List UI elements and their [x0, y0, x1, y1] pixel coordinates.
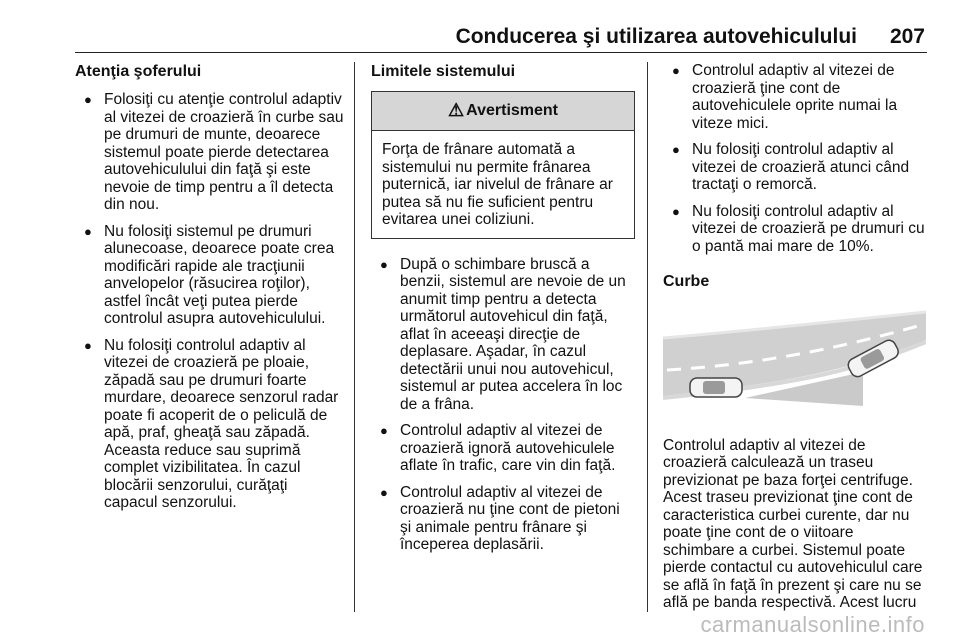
warning-box [371, 91, 635, 239]
list-item: ● Nu folosiţi controlul adaptiv al vitezei de croazieră pe drumuri cu o pantă mai mare de 10%. [672, 202, 925, 255]
column-3 [663, 62, 928, 612]
chapter-title: Conducerea şi utilizarea autovehiculului [455, 25, 857, 48]
bullet-icon: ● [84, 337, 92, 353]
section-heading-curves: Curbe [663, 273, 710, 290]
list-item: ● Controlul adaptiv al vitezei de croazieră ţine cont de autovehiculele oprite numai la viteze mici. [672, 62, 898, 132]
list-item: ● Nu folosiţi controlul adaptiv al vitezei de croazieră pe ploaie, zăpadă sau pe drumuri foarte murdare, deoarece senzorul radar poate fi acoperit de o peliculă de apă, praf, gheaţă sau zăpadă. Aceasta reduce sau suprimă complet vizibilitatea. În cazul blocării senzorului, curăţaţi capacul senzorului. [84, 336, 339, 511]
page-header [75, 20, 927, 53]
column-divider [354, 62, 355, 612]
bullet-icon: ● [380, 256, 388, 272]
bullet-icon: ● [672, 142, 680, 157]
bullet-list [371, 256, 635, 554]
page-number: 207 [889, 25, 925, 48]
section-heading-driver-attention: Atenţia şoferului [75, 63, 202, 80]
bullet-list [663, 62, 928, 255]
list-item: ● După o schimbare bruscă a benzii, sistemul are nevoie de un anumit timp pentru a detecta următorul autovehicul din faţă, aflat în aceeaşi direcţie de deplasare. Aşadar, în cazul detectării unui nou autovehicul, sistemul ar putea accelera în loc de a frâna. [380, 255, 626, 413]
list-item: ● Nu folosiţi sistemul pe drumuri alunecoase, deoarece poate crea modificări rapide ale tracţiunii anvelopelor (răsucirea roţilor), astfel încât veţi putea pierde controlul asupra autovehiculului. [84, 222, 335, 327]
bullet-icon: ● [380, 423, 388, 438]
list-item: ● Folosiţi cu atenţie controlul adaptiv al vitezei de croazieră în curbe sau pe drumuri de munte, deoarece sistemul poate pierde detectarea autovehiculului din faţă şi este nevoie de timp pentru a îl detecta din nou. [84, 91, 344, 213]
bullet-icon: ● [380, 484, 388, 500]
list-item: ● Controlul adaptiv al vitezei de croazieră ignoră autovehiculele aflate în trafic, care vin din faţă. [380, 422, 616, 474]
bullet-icon: ● [84, 92, 92, 107]
list-item: ● Nu folosiţi controlul adaptiv al vitezei de croazieră atunci când tractaţi o remorcă. [672, 141, 910, 193]
section-heading-system-limits: Limitele sistemului [371, 63, 516, 80]
bullet-icon: ● [84, 223, 92, 239]
list-item: ● Controlul adaptiv al vitezei de croazieră nu ţine cont de pietoni şi animale pentru frânare şi începerea deplasării. [380, 483, 620, 553]
bullet-icon: ● [672, 203, 680, 219]
column-2 [371, 62, 635, 563]
bullet-list [75, 91, 345, 512]
curve-illustration [663, 310, 926, 416]
watermark: carmanualsonline.info [700, 612, 925, 637]
curves-paragraph: Controlul adaptiv al vitezei de croazieră calculează un traseu previzionat pe baza forţei centrifuge. Acest traseu previzionat ţine cont de caracteristica curbei curente, dar nu poate ţine cont de o viitoare schimbare a curbei. Sistemul poate pierde contactul cu autovehiculul care se află în faţă în prezent şi care nu se află pe banda respectivă. Acest lucru [663, 436, 923, 611]
warning-text: Forţa de frânare automată a sistemului nu permite frânarea puternică, iar nivelul de frânare ar putea să nu fie suficient pentru evitarea unei coliziuni. [382, 141, 613, 228]
warning-icon: ⚠ [447, 100, 465, 121]
column-divider [647, 62, 648, 612]
warning-title: Avertisment [466, 102, 559, 120]
column-1 [75, 62, 345, 521]
bullet-icon: ● [672, 63, 680, 78]
warning-header [372, 92, 634, 131]
